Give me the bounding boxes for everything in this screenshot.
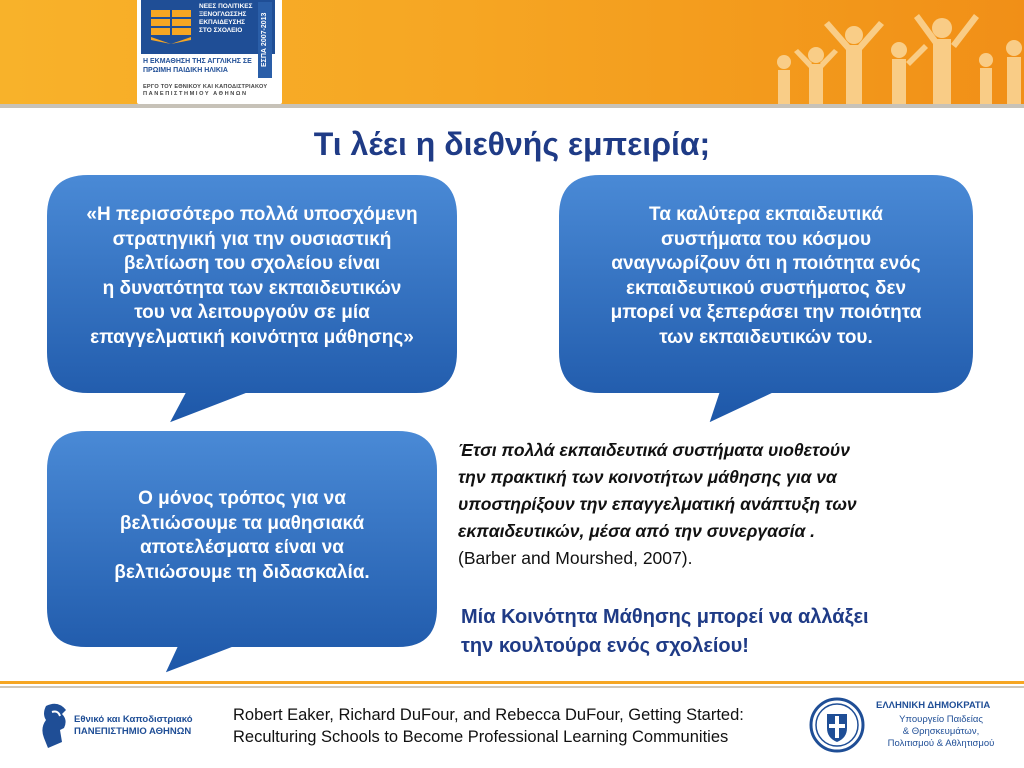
athena-head-icon xyxy=(38,702,70,750)
callout-top-right xyxy=(558,174,974,424)
program-name: Η ΕΚΜΑΘΗΣΗ ΤΗΣ ΑΓΓΛΙΚΗΣ ΣΕ ΠΡΩΙΜΗ ΠΑΙΔΙΚΗ ΗΛΙΚΙΑ xyxy=(143,58,252,74)
footer-divider-grey xyxy=(0,686,1024,688)
callout-top-right-text: Τα καλύτερα εκπαιδευτικά συστήματα του κόσμου αναγνωρίζουν ότι η ποιότητα ενός εκπαιδευτικού συστήματος δεν μπορεί να ξεπεράσει την ποιότητα των εκπαιδευτικών του. xyxy=(610,204,922,348)
ministry-name: Υπουργείο Παιδείας & Θρησκευμάτων, Πολιτισμού & Αθλητισμού xyxy=(887,714,995,749)
slide-title: Τι λέει η διεθνής εμπειρία; xyxy=(313,126,711,162)
citation: (Barber and Mourshed, 2007). xyxy=(458,548,693,568)
book-icon xyxy=(151,10,191,44)
program-logo-panel xyxy=(141,0,275,54)
header-banner xyxy=(0,0,1024,104)
footer-divider-orange xyxy=(0,681,1024,684)
highlight-statement: Μία Κοινότητα Μάθησης μπορεί να αλλάξει την κουλτούρα ενός σχολείου! xyxy=(461,606,869,657)
university-logo: Εθνικό και Καποδιστριακό ΠΑΝΕΠΙΣΤΗΜΙΟ ΑΘΗΝΩΝ xyxy=(38,702,218,750)
program-org-name: ΝΕΕΣ ΠΟΛΙΤΙΚΕΣ ΞΕΝΟΓΛΩΣΣΗΣ ΕΚΠΑΙΔΕΥΣΗΣ ΣΤΟ ΣΧΟΛΕΙΟ xyxy=(199,3,253,34)
callout-bottom-left xyxy=(46,430,438,674)
reference-text: Robert Eaker, Richard DuFour, and Rebecca DuFour, Getting Started: Reculturing Schools to Become Professional Learning Communities xyxy=(233,706,744,746)
body-paragraph: Έτσι πολλά εκπαιδευτικά συστήματα υιοθετούν την πρακτική των κοινοτήτων μάθησης για να υποστηρίξουν την επαγγελματική ανάπτυξη των εκπαιδευτικών, μέσα από την συνεργασία . (Barber and Mourshed, 2007). xyxy=(458,437,968,572)
callout-top-left xyxy=(46,174,458,424)
program-logo xyxy=(137,0,282,104)
government-logo: ΕΛΛΗΝΙΚΗ ΔΗΜΟΚΡΑΤΙΑ Υπουργείο Παιδείας & Θρησκευμάτων, Πολιτισμού & Αθλητισμού xyxy=(808,696,1008,756)
espa-label: ΕΣΠΑ 2007-2013 xyxy=(258,2,272,78)
greek-emblem-icon xyxy=(808,696,866,754)
project-owner: ΕΡΓΟ ΤΟΥ ΕΘΝΙΚΟΥ ΚΑΙ ΚΑΠΟΔΙΣΤΡΙΑΚΟΥ ΠΑΝΕΠΙΣΤΗΜΙΟΥ ΑΘΗΝΩΝ xyxy=(143,84,268,97)
header-divider xyxy=(0,104,1024,108)
callout-bottom-left-text: Ο μόνος τρόπος για να βελτιώσουμε τα μαθησιακά αποτελέσματα είναι να βελτιώσουμε τη διδασκαλία. xyxy=(114,488,370,583)
callout-top-left-text: «Η περισσότερο πολλά υποσχόμενη στρατηγική για την ουσιαστική βελτίωση του σχολείου είναι η δυνατότητα των εκπαιδευτικών του να λειτουργούν σε μία επαγγελματική κοινότητα μάθησης» xyxy=(86,204,418,348)
children-silhouettes-illustration xyxy=(724,0,1024,104)
